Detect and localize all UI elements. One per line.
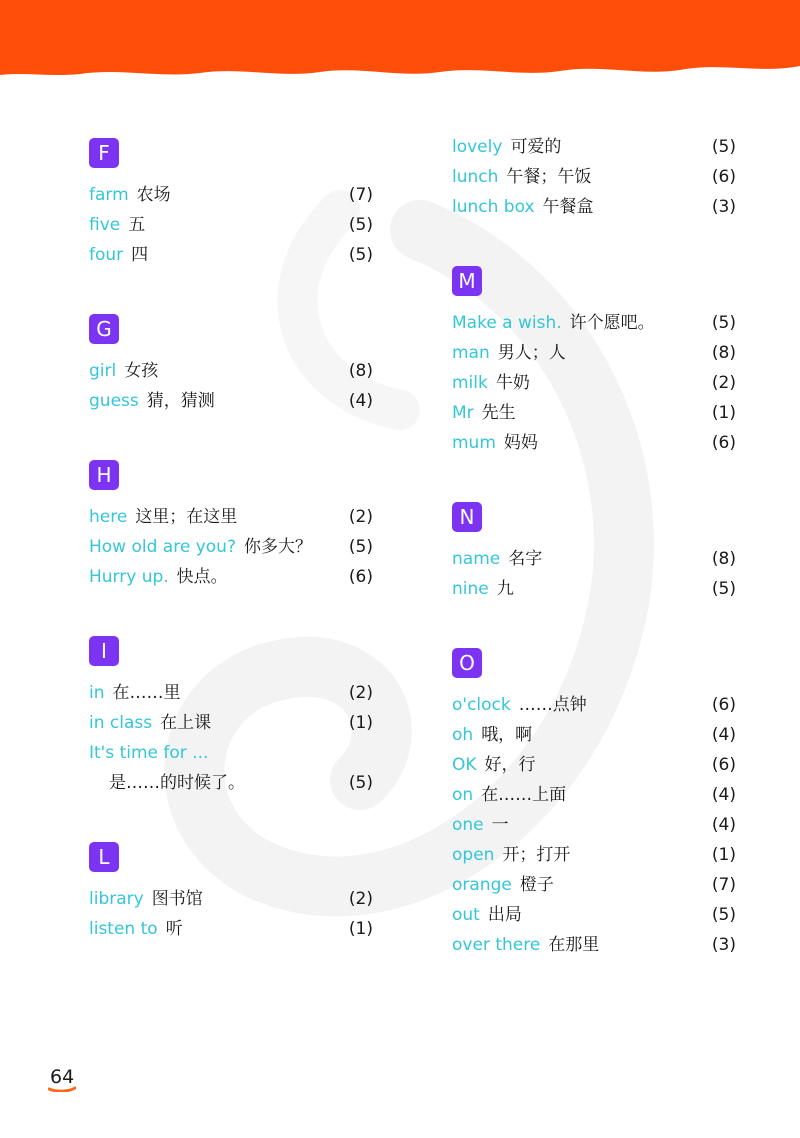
letter-badge: N <box>452 502 482 532</box>
unit-number: (8) <box>348 361 373 381</box>
vocab-entry <box>89 240 373 270</box>
section-g <box>89 314 373 416</box>
chinese-meaning: 听 <box>165 919 183 939</box>
english-word: Mr <box>452 403 474 423</box>
unit-number: (5) <box>348 537 373 557</box>
vocab-entry <box>452 162 736 192</box>
letter-badge: F <box>89 138 119 168</box>
english-word: over there <box>452 935 541 955</box>
vocab-entry <box>452 810 736 840</box>
english-word: in class <box>89 713 153 733</box>
english-word: Hurry up. <box>89 567 169 587</box>
english-word: here <box>89 507 128 527</box>
unit-number: (4) <box>711 815 736 835</box>
unit-number: (2) <box>711 373 736 393</box>
unit-number: (7) <box>348 185 373 205</box>
page-number-underline <box>48 1086 76 1092</box>
vocab-entry <box>452 930 736 960</box>
english-word: lovely <box>452 137 503 157</box>
unit-number: (5) <box>348 773 373 793</box>
english-word: How old are you? <box>89 537 236 557</box>
chinese-meaning: 许个愿吧。 <box>569 313 655 333</box>
chinese-meaning: 名字 <box>508 549 543 569</box>
english-word: Make a wish. <box>452 313 562 333</box>
section-m <box>452 266 736 458</box>
unit-number: (2) <box>348 507 373 527</box>
chinese-meaning: 女孩 <box>124 361 159 381</box>
vocab-entry <box>89 914 373 944</box>
chinese-meaning: 你多大？ <box>243 537 312 557</box>
english-word: in <box>89 683 105 703</box>
vocab-entry <box>452 750 736 780</box>
unit-number: (2) <box>348 889 373 909</box>
english-word: It's time for ... <box>89 743 209 763</box>
english-word: OK <box>452 755 477 775</box>
unit-number: (3) <box>711 935 736 955</box>
section-f <box>89 138 373 270</box>
vocab-entry <box>452 338 736 368</box>
unit-number: (1) <box>711 845 736 865</box>
unit-number: (5) <box>711 137 736 157</box>
unit-number: (3) <box>711 197 736 217</box>
vocab-entry <box>89 768 373 798</box>
page-number: 64 <box>50 1066 75 1088</box>
unit-number: (2) <box>348 683 373 703</box>
letter-badge: I <box>89 636 119 666</box>
unit-number: (4) <box>348 391 373 411</box>
english-word: five <box>89 215 121 235</box>
vocab-entry <box>89 502 373 532</box>
unit-number: (5) <box>711 579 736 599</box>
right-column <box>452 132 736 1004</box>
section-n <box>452 502 736 604</box>
section-o <box>452 648 736 960</box>
vocab-entry <box>89 884 373 914</box>
unit-number: (5) <box>711 905 736 925</box>
vocab-entry <box>89 386 373 416</box>
unit-number: (1) <box>348 919 373 939</box>
vocab-entry <box>89 532 373 562</box>
vocab-entry <box>452 132 736 162</box>
chinese-meaning: 午餐；午饭 <box>506 167 592 187</box>
vocab-entry <box>89 210 373 240</box>
chinese-meaning: 五 <box>128 215 146 235</box>
chinese-meaning: 在……上面 <box>481 785 567 805</box>
unit-number: (8) <box>711 549 736 569</box>
vocab-entry <box>452 368 736 398</box>
english-word: milk <box>452 373 488 393</box>
unit-number: (4) <box>711 725 736 745</box>
english-word: listen to <box>89 919 158 939</box>
chinese-meaning: 四 <box>131 245 149 265</box>
chinese-meaning: 哦，啊 <box>481 725 533 745</box>
unit-number: (6) <box>711 167 736 187</box>
letter-badge: M <box>452 266 482 296</box>
vocab-entry <box>452 192 736 222</box>
unit-number: (4) <box>711 785 736 805</box>
vocab-entry <box>452 720 736 750</box>
chinese-meaning: 一 <box>491 815 509 835</box>
vocab-entry <box>89 708 373 738</box>
vocab-entry <box>452 574 736 604</box>
section-i <box>89 636 373 798</box>
english-word: one <box>452 815 484 835</box>
chinese-meaning: 好，行 <box>484 755 536 775</box>
english-word: o'clock <box>452 695 511 715</box>
chinese-meaning: 在……里 <box>112 683 181 703</box>
unit-number: (1) <box>711 403 736 423</box>
chinese-meaning: ……点钟 <box>518 695 587 715</box>
chinese-meaning: 开；打开 <box>502 845 571 865</box>
vocab-entry <box>89 180 373 210</box>
vocab-entry <box>452 428 736 458</box>
letter-badge: L <box>89 842 119 872</box>
chinese-meaning: 猜，猜测 <box>146 391 215 411</box>
top-orange-band <box>0 0 800 80</box>
unit-number: (8) <box>711 343 736 363</box>
chinese-meaning: 这里；在这里 <box>135 507 238 527</box>
vocab-entry <box>452 544 736 574</box>
vocab-entry <box>89 738 373 768</box>
unit-number: (6) <box>348 567 373 587</box>
english-word: name <box>452 549 501 569</box>
chinese-meaning: 先生 <box>481 403 516 423</box>
chinese-meaning: 牛奶 <box>495 373 530 393</box>
section-h <box>89 460 373 592</box>
english-word: guess <box>89 391 139 411</box>
letter-badge: G <box>89 314 119 344</box>
vocab-entry <box>89 562 373 592</box>
letter-badge: O <box>452 648 482 678</box>
vocab-entry <box>89 678 373 708</box>
letter-badge: H <box>89 460 119 490</box>
english-word: four <box>89 245 124 265</box>
english-word: mum <box>452 433 496 453</box>
unit-number: (6) <box>711 755 736 775</box>
unit-number: (5) <box>711 313 736 333</box>
vocab-entry <box>452 870 736 900</box>
chinese-meaning: 橙子 <box>519 875 554 895</box>
unit-number: (1) <box>348 713 373 733</box>
vocab-entry <box>89 356 373 386</box>
english-word: farm <box>89 185 129 205</box>
vocab-entry <box>452 398 736 428</box>
chinese-meaning: 可爱的 <box>510 137 562 157</box>
chinese-meaning: 在上课 <box>160 713 212 733</box>
chinese-meaning: 出局 <box>487 905 522 925</box>
vocab-entry <box>452 780 736 810</box>
section-l <box>89 842 373 944</box>
english-word: oh <box>452 725 474 745</box>
left-column <box>89 138 373 988</box>
section-continued <box>452 132 736 222</box>
unit-number: (5) <box>348 245 373 265</box>
unit-number: (6) <box>711 433 736 453</box>
unit-number: (5) <box>348 215 373 235</box>
english-word: orange <box>452 875 512 895</box>
english-word: man <box>452 343 490 363</box>
chinese-meaning: 是……的时候了。 <box>109 773 245 793</box>
chinese-meaning: 男人；人 <box>497 343 566 363</box>
vocab-entry <box>452 900 736 930</box>
vocab-entry <box>452 840 736 870</box>
chinese-meaning: 妈妈 <box>503 433 538 453</box>
chinese-meaning: 快点。 <box>176 567 228 587</box>
english-word: lunch box <box>452 197 535 217</box>
chinese-meaning: 午餐盒 <box>542 197 594 217</box>
english-word: nine <box>452 579 489 599</box>
english-word: lunch <box>452 167 499 187</box>
unit-number: (6) <box>711 695 736 715</box>
vocab-entry <box>452 690 736 720</box>
english-word: out <box>452 905 480 925</box>
english-word: girl <box>89 361 117 381</box>
english-word: library <box>89 889 144 909</box>
chinese-meaning: 图书馆 <box>151 889 203 909</box>
unit-number: (7) <box>711 875 736 895</box>
chinese-meaning: 九 <box>496 579 514 599</box>
chinese-meaning: 农场 <box>136 185 171 205</box>
english-word: open <box>452 845 495 865</box>
vocab-entry <box>452 308 736 338</box>
chinese-meaning: 在那里 <box>548 935 600 955</box>
english-word: on <box>452 785 474 805</box>
